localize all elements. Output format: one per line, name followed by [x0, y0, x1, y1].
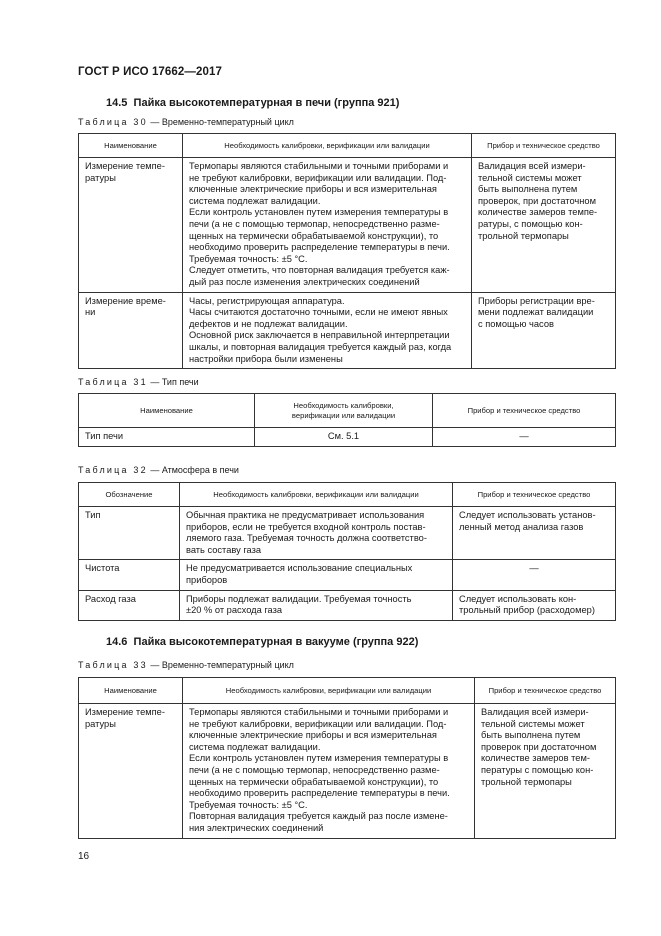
name-cell	[79, 507, 180, 560]
need-cell	[180, 560, 453, 590]
section-title-14-5	[106, 97, 399, 109]
device-cell	[453, 507, 616, 560]
device-cell	[453, 590, 616, 620]
text-line: печи (а не с помощью термопар, непосредственно разме-	[189, 764, 440, 775]
text-line: Тип печи	[85, 431, 124, 441]
text-line: Валидация всей измери-	[478, 161, 586, 171]
text-line: Не предусматривается использование специальных	[186, 563, 413, 574]
table-caption-title: — Тип печи	[147, 377, 199, 387]
text-line: необходимо проверить распределение температуры в печи.	[189, 242, 450, 253]
header-cell: Наименование	[79, 678, 183, 704]
name-cell	[79, 428, 255, 447]
text-line: Приборы регистрации вре-	[478, 295, 595, 306]
header-cell: Необходимость калибровки, верификации или валидации	[183, 134, 472, 158]
table-row	[79, 507, 616, 560]
text-line: См. 5.1	[327, 431, 360, 441]
text-line: система подлежат валидации.	[189, 195, 321, 206]
header-cell: Наименование	[79, 394, 255, 428]
text-line: не требуют калибровки, верификации или валидации. Под-	[189, 718, 447, 729]
need-cell	[180, 590, 453, 620]
text-line: Термопары являются стабильными и точными приборами и	[189, 161, 449, 171]
text-line: количестве замеров темпе-	[478, 207, 598, 218]
text-line: Требуемая точность: ±5 °С.	[189, 253, 308, 264]
text-line: ±20 % от расхода газа	[186, 605, 283, 616]
text-line: Чистота	[85, 563, 120, 574]
table-caption-title: — Атмосфера в печи	[147, 465, 239, 475]
text-line: Если контроль установлен путем измерения температуры в	[189, 207, 449, 218]
text-line: не требуют калибровки, верификации или валидации. Под-	[189, 172, 447, 183]
text-line: Термопары являются стабильными и точными приборами и	[189, 707, 449, 717]
text-line: —	[529, 563, 539, 574]
text-line: трольной термопары	[481, 776, 572, 787]
text-line: пературы с помощью кон-	[481, 764, 594, 775]
text-line: щенных на термически обрабатываемой конструкции), то	[189, 230, 439, 241]
name-cell	[79, 704, 183, 839]
need-cell	[180, 507, 453, 560]
text-line: ляемого газа. Требуемая точность должна соответство-	[186, 533, 427, 544]
header-text: Необходимость калибровки, верификации или валидации	[291, 400, 396, 420]
text-line: Часы, регистрирующая аппаратура.	[189, 295, 345, 306]
header-cell: Необходимость калибровки, верификации или валидации	[180, 483, 453, 507]
need-cell	[183, 704, 475, 839]
table-caption-prefix: Таблица 30	[78, 117, 148, 127]
name-cell	[79, 158, 183, 293]
text-line: Тип	[85, 510, 101, 520]
text-line: мени подлежат валидации	[478, 307, 594, 318]
text-line: трольной термопары	[478, 230, 569, 241]
table-32	[78, 482, 616, 621]
text-line: дый раз после изменения электрических соединений	[189, 276, 420, 287]
text-line: ключенные электрические приборы и вся измерительная	[189, 184, 437, 195]
table-row	[79, 704, 616, 839]
device-cell	[453, 560, 616, 590]
text-line: приборов, если не требуется входной контроль постав-	[186, 521, 426, 532]
table-caption-31	[78, 377, 199, 387]
name-cell	[79, 590, 180, 620]
header-cell: Прибор и техническое средство	[433, 394, 616, 428]
table-caption-prefix: Таблица 32	[78, 465, 148, 475]
name-cell	[79, 292, 183, 369]
need-cell	[183, 292, 472, 369]
table-caption-30	[78, 117, 294, 127]
table-caption-prefix: Таблица 33	[78, 660, 148, 670]
text-line: проверок при достаточном	[481, 741, 597, 752]
table-caption-32	[78, 465, 239, 475]
text-line: ния электрических соединений	[189, 822, 324, 833]
text-line: Часы считаются достаточно точными, если не имеют явных	[189, 307, 448, 318]
text-line: —	[519, 431, 529, 441]
table-caption-title: — Временно-температурный цикл	[147, 660, 294, 670]
text-line: вать составу газа	[186, 544, 262, 555]
text-line: Приборы подлежат валидации. Требуемая точность	[186, 593, 412, 604]
text-line: Требуемая точность: ±5 °С.	[189, 799, 308, 810]
text-line: количестве замеров тем-	[481, 753, 590, 764]
text-line: с помощью часов	[478, 318, 554, 329]
text-line: приборов	[186, 574, 228, 585]
table-row	[79, 428, 616, 447]
text-line: щенных на термически обрабатываемой конструкции), то	[189, 776, 439, 787]
section-number: 14.6	[106, 636, 128, 648]
table-row	[79, 590, 616, 620]
text-line: дефектов и не подлежат валидации.	[189, 318, 348, 329]
need-cell	[183, 158, 472, 293]
header-cell: Прибор и техническое средство	[475, 678, 616, 704]
header-cell: Прибор и техническое средство	[453, 483, 616, 507]
text-line: тельной системы может	[478, 172, 582, 183]
device-cell	[433, 428, 616, 447]
header-cell: Прибор и техническое средство	[472, 134, 616, 158]
header-cell: Обозначение	[79, 483, 180, 507]
text-line: Обычная практика не предусматривает использования	[186, 510, 425, 520]
table-header-row	[79, 134, 616, 158]
text-line: Если контроль установлен путем измерения температуры в	[189, 753, 449, 764]
table-header-row	[79, 394, 616, 428]
text-line: ни	[85, 307, 96, 318]
table-row	[79, 292, 616, 369]
header-cell	[255, 394, 433, 428]
text-line: Основной риск заключается в неправильной интерпретации	[189, 330, 450, 341]
table-caption-33	[78, 660, 294, 670]
header-cell: Необходимость калибровки, верификации или валидации	[183, 678, 475, 704]
text-line: Расход газа	[85, 593, 136, 604]
text-line: Следует отметить, что повторная валидация требуется каж-	[189, 265, 450, 276]
text-line: ратуры	[85, 718, 116, 729]
text-line: тельной системы может	[481, 718, 585, 729]
text-line: система подлежат валидации.	[189, 741, 321, 752]
text-line: быть выполнена путем	[481, 730, 581, 741]
text-line: настройки прибора были изменены	[189, 353, 343, 364]
text-line: ратуры	[85, 172, 116, 183]
table-row	[79, 560, 616, 590]
page-number: 16	[78, 851, 90, 862]
text-line: Следует использовать кон-	[459, 593, 577, 604]
name-cell	[79, 560, 180, 590]
table-30	[78, 133, 616, 369]
text-line: проверок, при достаточном	[478, 195, 596, 206]
text-line: Измерение темпе-	[85, 161, 165, 171]
text-line: Повторная валидация требуется каждый раз после измене-	[189, 811, 448, 822]
text-line: Измерение темпе-	[85, 707, 165, 717]
text-line: Следует использовать установ-	[459, 510, 596, 520]
text-line: быть выполнена путем	[478, 184, 578, 195]
text-line: Валидация всей измери-	[481, 707, 589, 717]
text-line: необходимо проверить распределение температуры в печи.	[189, 788, 450, 799]
device-cell	[472, 158, 616, 293]
section-title-14-6	[106, 636, 418, 648]
text-line: ратуры, с помощью кон-	[478, 218, 583, 229]
table-header-row	[79, 483, 616, 507]
table-caption-prefix: Таблица 31	[78, 377, 148, 387]
text-line: Измерение време-	[85, 295, 166, 306]
section-heading: Пайка высокотемпературная в печи (группа 921)	[133, 97, 400, 109]
section-heading: Пайка высокотемпературная в вакууме (группа 922)	[133, 636, 419, 648]
table-33	[78, 677, 616, 839]
table-header-row	[79, 678, 616, 704]
section-number: 14.5	[106, 97, 128, 109]
table-caption-title: — Временно-температурный цикл	[147, 117, 294, 127]
need-cell	[255, 428, 433, 447]
text-line: трольный прибор (расходомер)	[459, 605, 595, 616]
text-line: ленный метод анализа газов	[459, 521, 584, 532]
device-cell	[475, 704, 616, 839]
document-header: ГОСТ Р ИСО 17662—2017	[78, 66, 223, 78]
text-line: печи (а не с помощью термопар, непосредственно разме-	[189, 218, 440, 229]
text-line: шкалы, и повторная валидация требуется каждый раз, когда	[189, 341, 452, 352]
text-line: ключенные электрические приборы и вся измерительная	[189, 730, 437, 741]
table-31	[78, 393, 616, 447]
table-row	[79, 158, 616, 293]
device-cell	[472, 292, 616, 369]
header-cell: Наименование	[79, 134, 183, 158]
